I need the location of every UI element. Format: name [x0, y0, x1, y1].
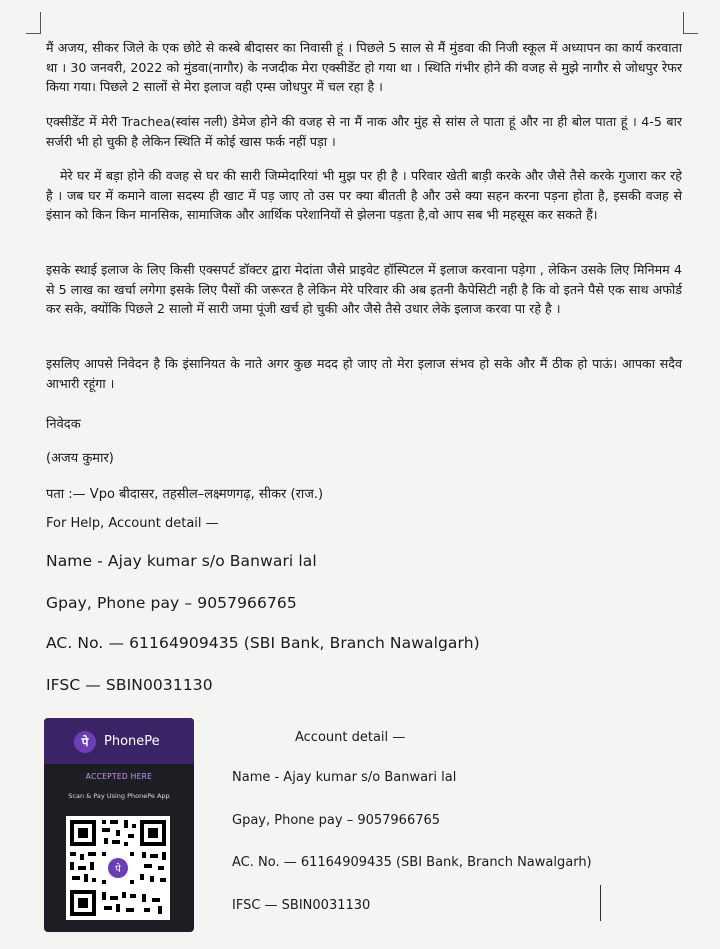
- help-line: For Help, Account detail —: [46, 516, 219, 531]
- crop-mark-right-h: [683, 33, 698, 34]
- applicant-label: निवेदक: [46, 417, 81, 432]
- qr-code[interactable]: [66, 816, 170, 920]
- scan-pay-label: Scan & Pay Using PhonePe App: [68, 792, 170, 800]
- crop-mark-left-h: [26, 33, 41, 34]
- account-number: AC. No. — 61164909435 (SBI Bank, Branch Nawalgarh): [46, 634, 480, 652]
- vertical-divider: [600, 885, 601, 921]
- crop-mark-left-v: [40, 12, 41, 34]
- box-phone-number: Gpay, Phone pay – 9057966765: [232, 813, 441, 828]
- address-line: पता :— Vpo बीदासर, तहसील–लक्ष्मणगढ़, सीकर (राज.): [46, 487, 324, 502]
- account-detail-title: Account detail —: [295, 730, 406, 745]
- qr-center-logo: पे: [115, 864, 121, 875]
- box-account-name: Name - Ajay kumar s/o Banwari lal: [232, 770, 457, 785]
- crop-mark-right-v: [683, 12, 684, 34]
- paragraph-intro: मैं अजय, सीकर जिले के एक छोटे से कस्बे बीदासर का निवासी हूं । पिछले 5 साल से मैं मुंडवा की निजी स्कूल में अध्यापन का कार्य करवाता था । 30 जनवरी, 2022 को मुंडवा(नागौर) के नजदीक मेरा एक्सीडेंट हो गया था । स्थिति गंभीर होने की वजह से मुझे नागौर से जोधपुर रेफर किया गया। पिछले 2 सालों से मेरा इलाज वही एम्स जोधपुर में चल रहा है ।: [46, 40, 682, 94]
- phone-number: Gpay, Phone pay – 9057966765: [46, 594, 297, 612]
- box-account-number: AC. No. — 61164909435 (SBI Bank, Branch Nawalgarh): [232, 855, 592, 870]
- accepted-here-label: ACCEPTED HERE: [85, 772, 153, 781]
- applicant-name: (अजय कुमार): [46, 451, 114, 466]
- paragraph-treatment: इसके स्थाई इलाज के लिए किसी एक्सपर्ट डॉक्टर द्वारा मेदांता जैसे प्राइवेट हॉस्पिटल में इलाज करवाना पड़ेगा , लेकिन उसके लिए मिनिमम 4 से 5 लाख का खर्चा लगेगा इसके लिए पैसों की जरूरत है लेकिन मेरे परिवार की अब इतनी कैपेसिटी नही है कि वो इतने पैसे एक साथ अफोर्ड कर सके, क्योंकि पिछले 2 सालो में सारी जमा पूंजी खर्च हो चुकी और जैसे तैसे उधार लेके इलाज करवा पा रहे है ।: [46, 262, 682, 316]
- paragraph-accident: एक्सीडेंट में मेरी Trachea(स्वांस नली) डेमेज होने की वजह से ना मैं नाक और मुंह से सांस ले पाता हूं और ना ही बोल पाता हूं । 4-5 बार सर्जरी भी हो चुकी है लेकिन स्थिति में कोई खास फर्क नहीं पड़ा ।: [46, 114, 682, 149]
- phonepe-brand: PhonePe: [104, 734, 160, 749]
- paragraph-request: इसलिए आपसे निवेदन है कि इंसानियत के नाते अगर कुछ मदद हो जाए तो मेरा इलाज संभव हो सके और मैं ठीक हो पाऊं। आपका सदैव आभारी रहूंगा ।: [46, 356, 682, 391]
- phonepe-qr-card: [44, 718, 194, 932]
- qr-code-icon: [66, 816, 170, 920]
- box-ifsc-code: IFSC — SBIN0031130: [232, 898, 371, 913]
- phonepe-logo-icon: पे: [74, 731, 96, 753]
- ifsc-code: IFSC — SBIN0031130: [46, 676, 213, 694]
- account-holder-name: Name - Ajay kumar s/o Banwari lal: [46, 552, 317, 570]
- paragraph-family: मेरे घर में बड़ा होने की वजह से घर की सारी जिम्मेदारियां भी मुझ पर ही है । परिवार खेती बाड़ी करके और जैसे तैसे करके गुजारा कर रहे है । जब घर में कमाने वाला सदस्य ही खाट में पड़ जाए तो उस पर क्या बीतती है और उसे क्या सहन करना पड़ना होता है, इसकी वजह से इंसान को किन किन मानसिक, सामाजिक और आर्थिक परेशानियों से झेलना पड़ता है,वो आप सब भी महसूस कर सकते हैं।: [46, 168, 682, 222]
